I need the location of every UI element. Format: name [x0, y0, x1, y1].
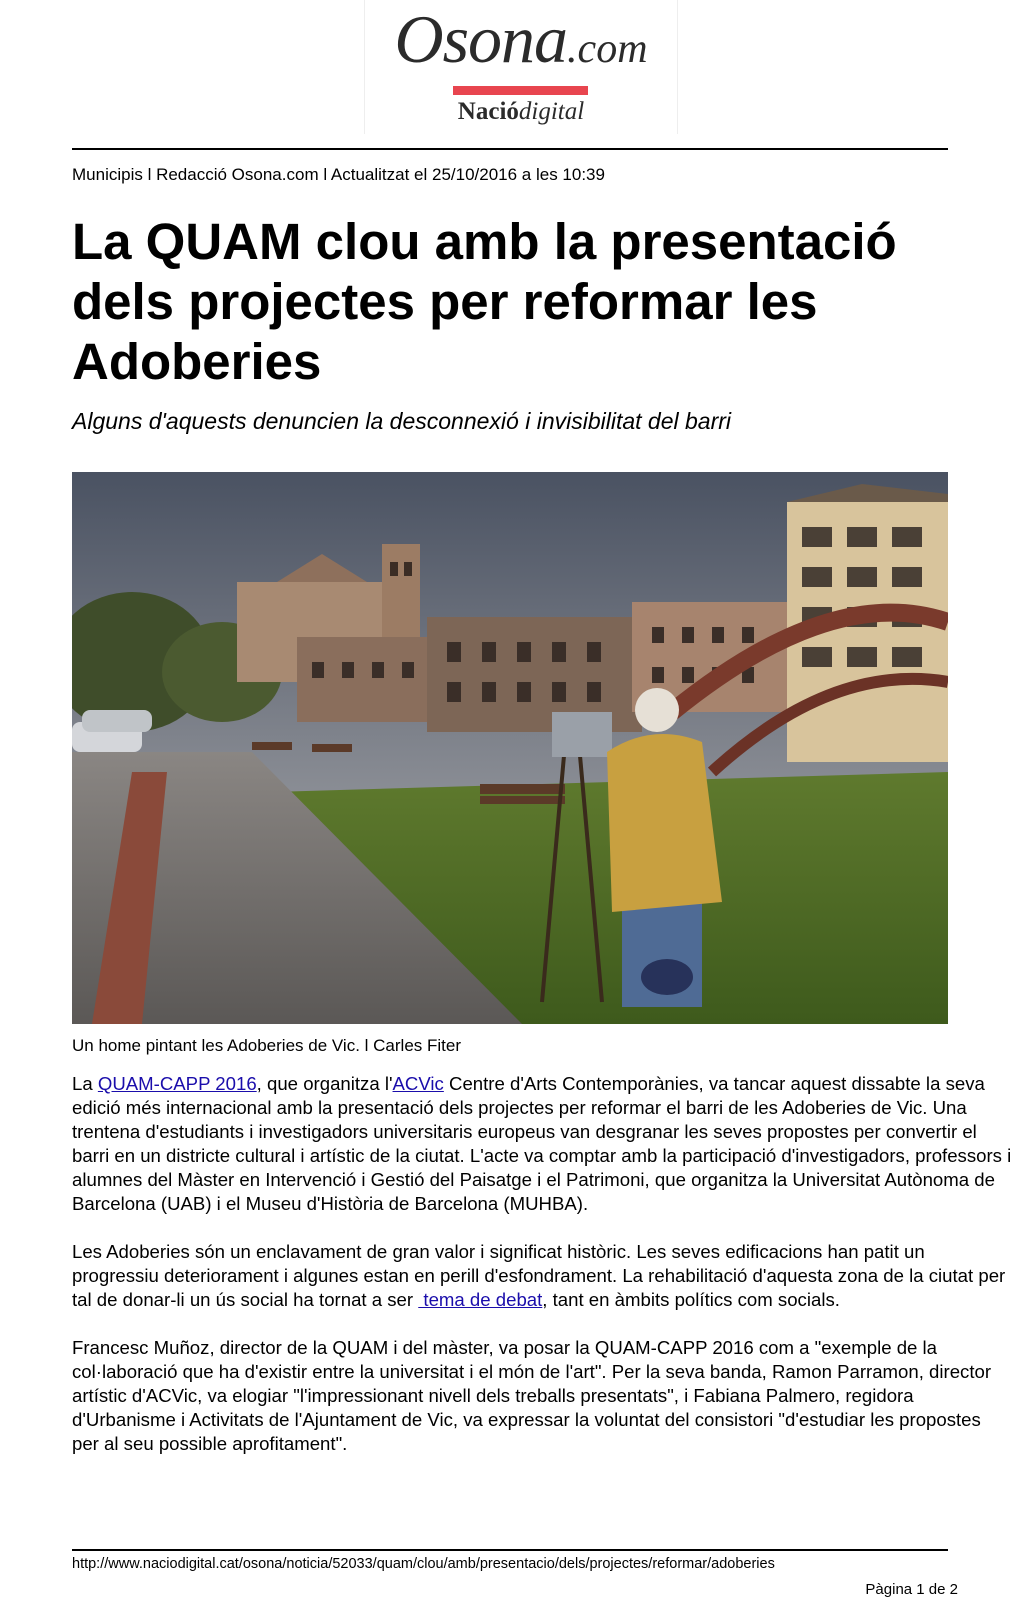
photo-caption: Un home pintant les Adoberies de Vic. l Carles Fiter — [72, 1036, 461, 1055]
paragraph-text: , que organitza l' — [256, 1073, 393, 1094]
masthead — [364, 0, 678, 134]
footer-url: http://www.naciodigital.cat/osona/noticia/52033/quam/clou/amb/presentacio/dels/projectes/reformar/adoberies — [72, 1556, 775, 1572]
network-logo-bold: Nació — [457, 98, 519, 125]
logo-name: Osona — [394, 1, 568, 77]
paragraph-text: La — [72, 1073, 98, 1094]
page-number: Pàgina 1 de 2 — [865, 1581, 958, 1598]
acvic-link[interactable]: ACVic — [392, 1073, 444, 1094]
paragraph-text: Les Adoberies són un enclavament de gran valor i significat històric. Les seves edificacions han patit un progressiu deteriorament i algunes estan en perill d'esfondrament. La rehabilitació d'aquesta zona de la ciutat per tal de donar-li un ús social ha tornat a ser — [72, 1241, 1006, 1310]
article-photo — [72, 472, 948, 1024]
debate-topic-link[interactable]: tema de debat — [418, 1289, 543, 1310]
network-logo[interactable] — [365, 98, 677, 126]
article-paragraph-2 — [72, 1240, 1012, 1312]
article-body — [72, 1072, 1012, 1480]
network-logo-italic: digital — [518, 98, 585, 125]
site-logo[interactable] — [365, 0, 677, 79]
paragraph-text: Centre d'Arts Contemporànies, va tancar aquest dissabte la seva edició més internacional amb la presentació dels projectes per reformar el barri de les Adoberies de Vic. Una trentena d'estudiants i investigadors universitaris europeus van desgranar les seves propostes per convertir el barri en un districte cultural i artístic de la ciutat. L'acte va comptar amb la participació d'investigadors, professors i alumnes del Màster en Intervenció i Gestió del Paisatge i el Patrimoni, que organitza la Universitat Autònoma de Barcelona (UAB) i el Museu d'Història de Barcelona (MUHBA). — [72, 1073, 1012, 1214]
article-paragraph-3: Francesc Muñoz, director de la QUAM i del màster, va posar la QUAM-CAPP 2016 com a "exemple de la col·laboració que ha d'existir entre la universitat i el món de l'art". Per la seva banda, Ramon Parramon, director artístic d'ACVic, va elogiar "l'impressionant nivell dels treballs presentats", i Fabiana Palmero, regidora d'Urbanisme i Activitats de l'Ajuntament de Vic, va expressar la voluntat del consistori "d'estudiar les propostes per al seu possible aprofitament". — [72, 1337, 992, 1454]
logo-tld: .com — [567, 26, 648, 72]
article-paragraph-1 — [72, 1072, 1012, 1216]
article-title: La QUAM clou amb la presentació dels projectes per reformar les Adoberies — [72, 213, 897, 390]
article-meta: Municipis l Redacció Osona.com l Actualitzat el 25/10/2016 a les 10:39 — [72, 165, 605, 184]
logo-accent-bar — [453, 86, 588, 95]
paragraph-text: , tant en àmbits polítics com socials. — [542, 1289, 840, 1310]
footer-divider — [72, 1549, 948, 1551]
header-divider — [72, 148, 948, 150]
article-subtitle: Alguns d'aquests denuncien la desconnexió i invisibilitat del barri — [72, 408, 732, 434]
quam-capp-link[interactable]: QUAM-CAPP 2016 — [97, 1073, 257, 1094]
